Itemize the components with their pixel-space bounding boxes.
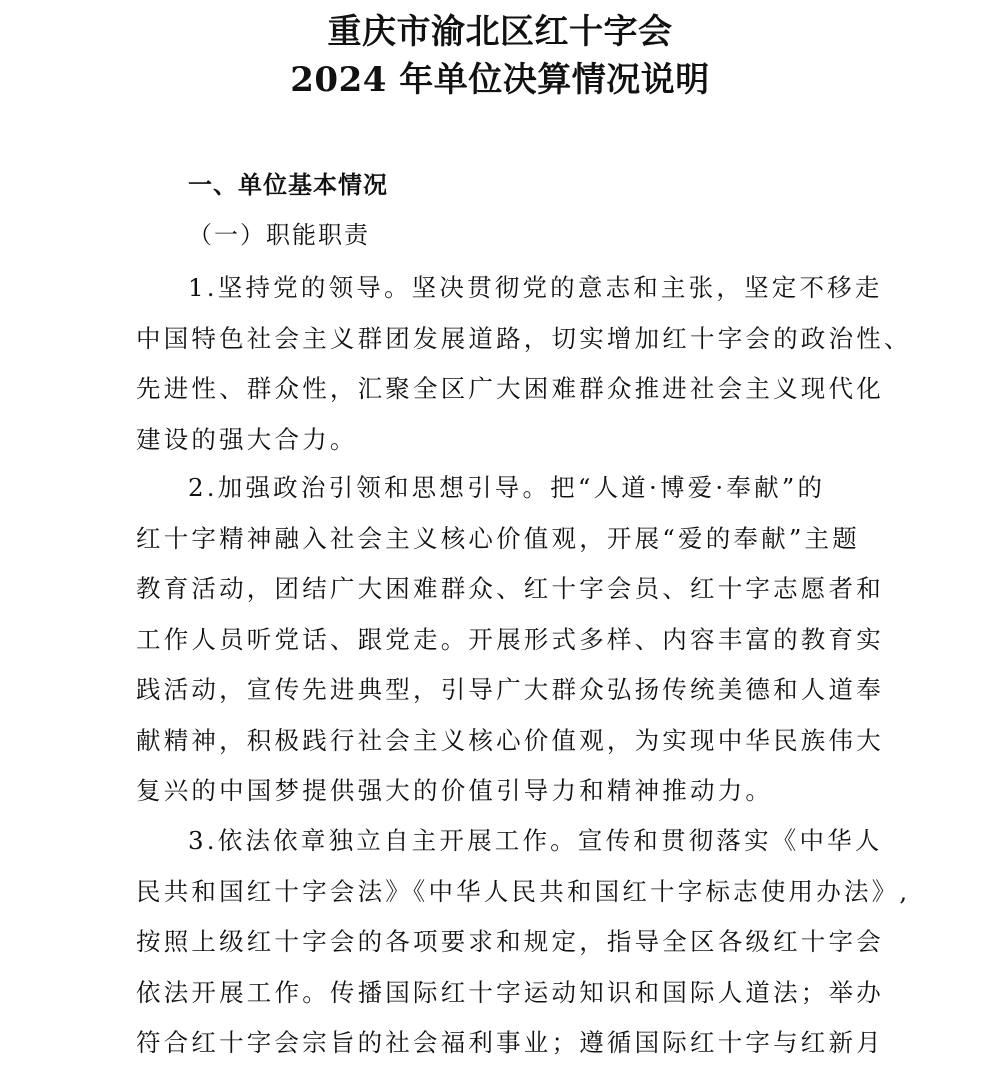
- section-heading-basic-info: 一、单位基本情况: [188, 171, 388, 199]
- paragraph-line: 复兴的中国梦提供强大的价值引导力和精神推动力。: [136, 776, 774, 805]
- paragraph-line: 中国特色社会主义群团发展道路，切实增加红十字会的政治性、: [136, 323, 912, 353]
- paragraph-line: 民共和国红十字会法》《中华人民共和国红十字标志使用办法》,: [136, 876, 911, 906]
- paragraph-line: 献精神，积极践行社会主义核心价值观，为实现中华民族伟大: [136, 725, 884, 755]
- paragraph-line: 符合红十字会宗旨的社会福利事业；遵循国际红十字与红新月: [136, 1028, 884, 1057]
- subsection-heading-functions: （一）职能职责: [188, 221, 370, 249]
- paragraph-line: 依法开展工作。传播国际红十字运动知识和国际人道法；举办: [136, 977, 884, 1007]
- paragraph-line: 2.加强政治引领和思想引导。把“人道·博爱·奉献”的: [188, 473, 826, 502]
- paragraph-line: 工作人员听党话、跟党走。开展形式多样、内容丰富的教育实: [136, 624, 884, 654]
- document-title-line-1: 重庆市渝北区红十字会: [327, 12, 673, 52]
- paragraph-1: [136, 263, 912, 465]
- paragraph-line: 1.坚持党的领导。坚决贯彻党的意志和主张，坚定不移走: [188, 273, 883, 302]
- paragraph-3: [136, 816, 911, 1069]
- paragraph-line: 践活动，宣传先进典型，引导广大群众弘扬传统美德和人道奉: [136, 675, 884, 704]
- paragraph-line: 3.依法依章独立自主开展工作。宣传和贯彻落实《中华人: [188, 826, 883, 855]
- paragraph-line: 红十字精神融入社会主义核心价值观，开展“爱的奉献”主题: [136, 523, 860, 553]
- paragraph-line: 建设的强大合力。: [136, 424, 358, 454]
- paragraph-2: [136, 463, 896, 817]
- paragraph-line: 先进性、群众性，汇聚全区广大困难群众推进社会主义现代化: [136, 374, 884, 403]
- document-title-line-2: 2024 年单位决算情况说明: [290, 60, 710, 100]
- paragraph-line: 按照上级红十字会的各项要求和规定，指导全区各级红十字会: [136, 927, 884, 956]
- paragraph-line: 教育活动，团结广大困难群众、红十字会员、红十字志愿者和: [136, 574, 884, 603]
